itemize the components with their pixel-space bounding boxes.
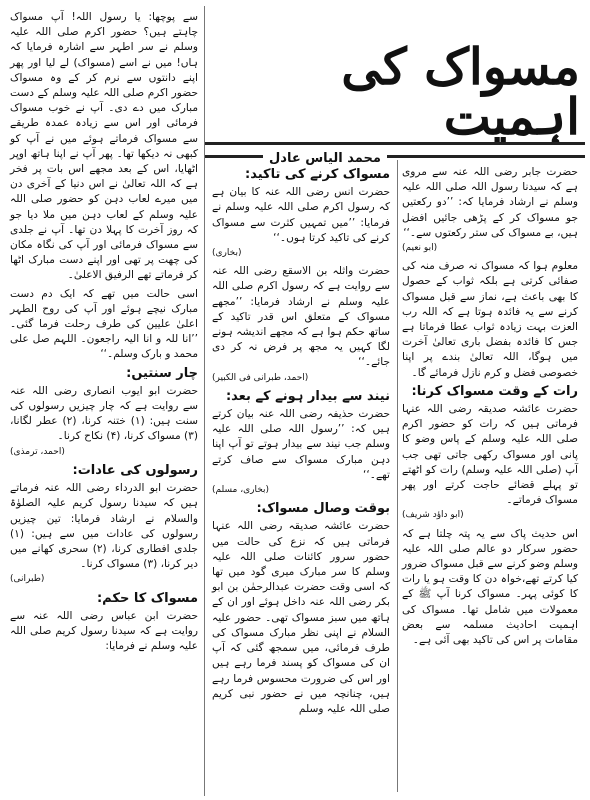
section-heading: رسولوں کی عادات: bbox=[72, 462, 198, 478]
reference: (ابو نعیم) bbox=[402, 243, 438, 254]
section-heading: رات کے وقت مسواک کرنا: bbox=[411, 383, 578, 399]
paragraph bbox=[10, 384, 198, 460]
paragraph-text: حضرت انس رضی اللہ عنہ کا بیان ہے کہ رسول اکرم صلی اللہ علیہ وسلم نے فرمایا: ’’میں تمہیں کثرت سے مسواک کرنے کی تاکید کرتا ہوں۔‘‘ bbox=[212, 186, 390, 244]
reference: (بخاری) bbox=[212, 248, 242, 259]
paragraph: سے پوچھا: یا رسول اللہ! آپ مسواک چاہتے ہیں؟ حضور اکرم صلی اللہ علیہ وسلم نے سر اطہر سے اشارہ فرمایا کہ ہاں! میں نے اسے (مسواک) لے لیا اور پھر اپنے دانتوں سے نرم کر کے وہ مسواک حضور اکرم صلی اللہ علیہ وسلم کے دست مبارک میں دے دی۔ آپ نے خوب مسواک فرمائی اور اس سے زیادہ عمدہ طریقے سے مسواک فرماتے ہوئے میں نے آپ کو کبھی نہ دیکھا تھا۔ پھر آپ نے اپنا ہاتھ اوپر اٹھایا، اس کے بعد مجھے اس بات پر فخر ہے کہ اللہ تعالیٰ نے اس دنیا کے آخری دن میں میرے لعاب دہن کو حضور صلی اللہ علیہ وسلم کے لعاب دہن میں ملا دیا جو کہ روز آخرت کا پہلا دن تھا۔ آپ نے جلدی سے مسواک فرمائی اور آپ کی نگاہ مکان کی چھت پر تھی اور اپنے دست مبارک اٹھا کر فرماتے تھے الرفیق الاعلیٰ۔ bbox=[10, 11, 198, 282]
paragraph: حضرت عائشہ صدیقہ رضی اللہ عنہا فرماتی ہیں کہ نزع کی حالت میں حضور سرور کائنات صلی اللہ علیہ وسلم کا سر مبارک میری گود میں تھا کہ اسی وقت حضرت عبدالرحمٰن بن ابو بکر رضی اللہ عنہ داخل ہوئے اور ان کے ہاتھ میں سبز مسواک تھی۔ حضور علیہ السلام نے اپنی نظر مبارک مسواک کی طرف فرمائی، میں سمجھ گئی کہ آپ ان کی مسواک کو پسند فرما رہے ہیں اور اس کی ضرورت محسوس فرما رہے ہیں، چنانچہ میں نے حضور نبی کریم صلی اللہ علیہ وسلم bbox=[212, 520, 390, 715]
paragraph bbox=[402, 402, 578, 524]
reference: (ابو داؤد شریف) bbox=[402, 510, 464, 521]
paragraph-text: حضرت ابو الدرداء رضی اللہ عنہ فرماتے ہیں کہ سیدنا رسول کریم علیہ الصلوٰۃ والسلام نے ارشاد فرمایا: تین چیزیں رسولوں کی عادات میں سے ہیں: (۱) جلدی افطاری کرنا، (۲) سحری کھانے میں دیر کرنا، (۳) مسواک کرنا۔ bbox=[10, 482, 198, 571]
paragraph bbox=[402, 165, 578, 256]
paragraph bbox=[212, 264, 390, 386]
paragraph-text: حضرت حذیفہ رضی اللہ عنہ بیان کرتے ہیں کہ: ’’رسول اللہ صلی اللہ علیہ وسلم جب نیند سے بیدار ہوتے تو آپ اپنا دہن مبارک مسواک سے صاف کرتے تھے۔‘‘ bbox=[212, 408, 390, 481]
section-heading: نیند سے بیدار ہونے کے بعد: bbox=[225, 388, 390, 404]
paragraph bbox=[10, 481, 198, 587]
title-area bbox=[262, 37, 580, 146]
section-heading: مسواک کا حکم: bbox=[96, 590, 198, 606]
column-divider bbox=[397, 160, 398, 792]
paragraph-text: حضرت عائشہ صدیقہ رضی اللہ عنہا فرماتی ہیں کہ رات کو حضور اکرم صلی اللہ علیہ وسلم کے پاس وضو کا پانی اور مسواک رکھی جاتی تھی جب آپ (صلی اللہ علیہ وسلم) رات کو اٹھتے تو پہلے قضائے حاجت کرتے اور پھر مسواک فرماتے۔ bbox=[402, 403, 578, 507]
paragraph bbox=[212, 185, 390, 261]
column-divider bbox=[204, 6, 205, 796]
author-name: محمد الیاس عادل bbox=[263, 151, 387, 166]
section-heading: بوقت وصال مسواک: bbox=[256, 501, 390, 517]
reference: (بخاری، مسلم) bbox=[212, 485, 270, 496]
paragraph-text: حضرت ابو ایوب انصاری رضی اللہ عنہ سے روایت ہے کہ چار چیزیں رسولوں کی سنت ہیں: (۱) ختنہ کرنا، (۲) عطر لگانا، (۳) مسواک کرنا، (۴) نکاح کرنا۔ bbox=[10, 384, 198, 443]
section-heading: چار سنتیں: bbox=[126, 365, 198, 381]
paragraph: معلوم ہوا کہ مسواک نہ صرف منہ کی صفائی کرتی ہے بلکہ ثواب کے حصول کا بھی باعث ہے، نماز سے قبل مسواک کرنے سے یہ فائدہ ہوتا ہے کہ اللہ رب العزت بہت زیادہ ثواب عطا فرماتا ہے جس کا فائدہ بفضل باری تعالیٰ آخرت میں ہوگا، اللہ تعالیٰ بندے پر اپنا خصوصی فضل و کرم نازل فرمائے گا۔ bbox=[402, 260, 578, 379]
reference: (احمد، ترمذی) bbox=[10, 446, 65, 457]
section-heading: مسواک کرنے کی تاکید: bbox=[245, 167, 390, 182]
column-right bbox=[402, 165, 578, 651]
paragraph-text: حضرت جابر رضی اللہ عنہ سے مروی ہے کہ سیدنا رسول اللہ صلی اللہ علیہ وسلم نے ارشاد فرمایا کہ: ’’دو رکعتیں جو مسواک کر کے پڑھی جائیں افضل ہیں، بے مسواک کی ستر رکعتوں سے۔‘‘ bbox=[402, 166, 578, 239]
paragraph-text: حضرت واثلہ بن الاسقع رضی اللہ عنہ سے روایت ہے کہ رسول اکرم صلی اللہ علیہ وسلم نے ارشاد فرمایا: ’’مجھے مسواک کے متعلق اس قدر تاکید کے ساتھ حکم ہوا ہے کہ مجھے اندیشہ ہونے لگا کہیں یہ مجھ پر فرض نہ کر دی جائے۔‘‘ bbox=[212, 265, 390, 369]
author-rule bbox=[205, 142, 585, 158]
column-left bbox=[10, 10, 198, 657]
paragraph: اسی حالت میں تھے کہ ایک دم دست مبارک نیچے ہوئے اور آپ کی روح الطہر اعلیٰ علیین کی طرف رحلت فرما گئی۔ ’’انا للہ و انا الیہ راجعون۔ اللہم صل علی محمد و بارک وسلم۔‘‘ bbox=[10, 287, 198, 361]
reference: (احمد، طبرانی فی الکبیر) bbox=[212, 372, 309, 383]
paragraph: حضرت ابن عباس رضی اللہ عنہ سے روایت ہے کہ سیدنا رسول کریم صلی اللہ علیہ وسلم نے فرمایا: bbox=[10, 609, 198, 653]
column-middle bbox=[212, 165, 390, 720]
article-title: مسواک کی اہمیت bbox=[341, 37, 580, 146]
reference: (طبرانی) bbox=[10, 574, 45, 585]
paragraph bbox=[212, 407, 390, 498]
paragraph: اس حدیث پاک سے یہ پتہ چلتا ہے کہ حضور سرکار دو عالم صلی اللہ علیہ وسلم وضو کرنے سے قبل مسواک ضرور کیا کرتے تھے،خواہ دن کا وقت ہو یا رات کا کوئی پہر۔ مسواک کرنا آپ ﷺ کے معمولات میں شامل تھا۔ مسواک کی اہمیت احادیث مسلمہ سے بعض مقامات پر اس کی تاکید بھی آئی ہے۔ bbox=[402, 527, 578, 647]
